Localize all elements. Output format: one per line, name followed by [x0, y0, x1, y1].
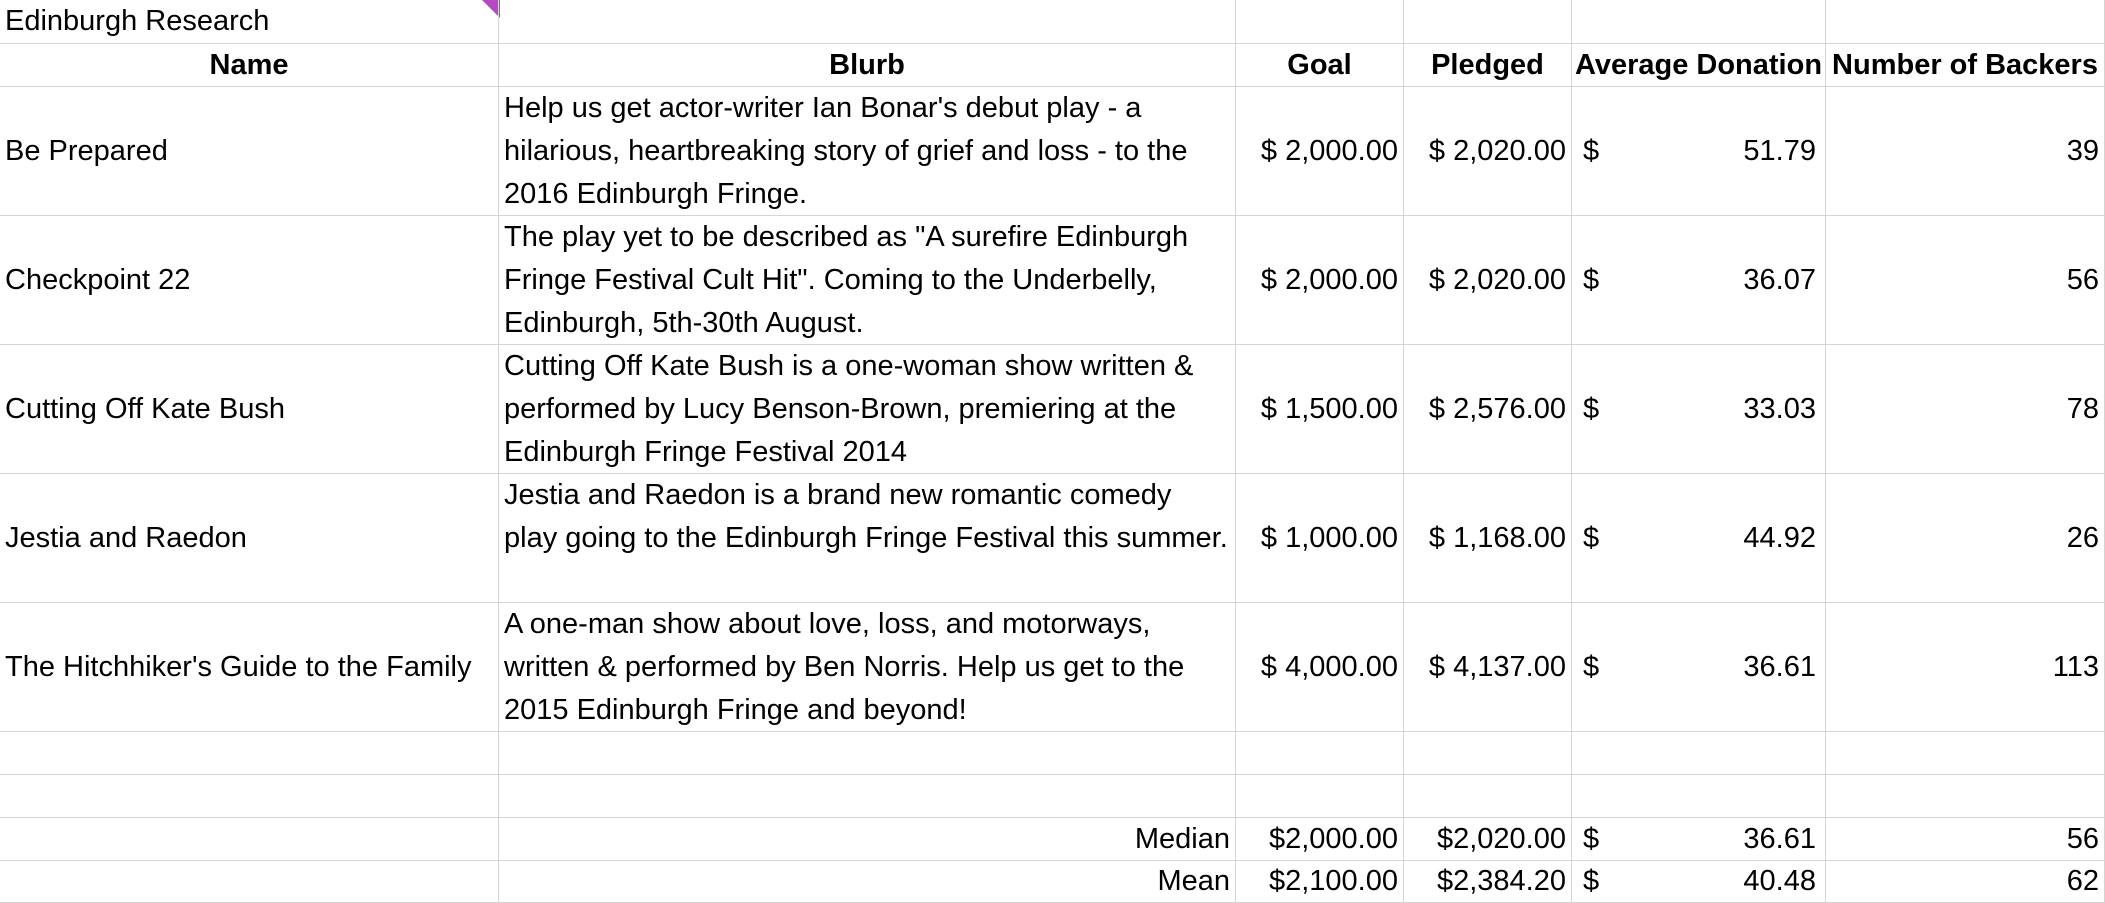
sheet-title: Edinburgh Research [5, 5, 270, 37]
empty-cell[interactable] [0, 818, 499, 861]
empty-cell[interactable] [1236, 0, 1404, 44]
empty-cell[interactable] [499, 732, 1236, 775]
cell-name[interactable]: Cutting Off Kate Bush [0, 345, 499, 474]
empty-cell[interactable] [1826, 775, 2105, 818]
cell-average-donation[interactable]: $ 36.07 [1572, 216, 1826, 345]
cell-backers[interactable]: 56 [1826, 216, 2105, 345]
cell-pledged[interactable]: $ 2,020.00 [1404, 216, 1572, 345]
summary-goal-median[interactable]: $2,000.00 [1236, 818, 1404, 861]
header-goal[interactable]: Goal [1236, 44, 1404, 87]
summary-pledged-median[interactable]: $2,020.00 [1404, 818, 1572, 861]
summary-backers-mean[interactable]: 62 [1826, 861, 2105, 903]
cell-name[interactable]: Checkpoint 22 [0, 216, 499, 345]
cell-backers[interactable]: 39 [1826, 87, 2105, 216]
empty-cell[interactable] [1236, 775, 1404, 818]
cell-average-donation[interactable]: $ 44.92 [1572, 474, 1826, 603]
header-average-donation[interactable]: Average Donation [1572, 44, 1826, 87]
cell-name[interactable]: Be Prepared [0, 87, 499, 216]
empty-cell[interactable] [0, 861, 499, 903]
cell-goal[interactable]: $ 1,500.00 [1236, 345, 1404, 474]
cell-name[interactable]: Jestia and Raedon [0, 474, 499, 603]
empty-cell[interactable] [499, 775, 1236, 818]
cell-pledged[interactable]: $ 2,020.00 [1404, 87, 1572, 216]
cell-average-donation[interactable]: $ 36.61 [1572, 603, 1826, 732]
empty-cell[interactable] [1826, 0, 2105, 44]
cell-goal[interactable]: $ 1,000.00 [1236, 474, 1404, 603]
empty-cell[interactable] [1404, 0, 1572, 44]
cell-average-donation[interactable]: $ 33.03 [1572, 345, 1826, 474]
empty-cell[interactable] [1572, 0, 1826, 44]
header-blurb[interactable]: Blurb [499, 44, 1236, 87]
header-name[interactable]: Name [0, 44, 499, 87]
cell-backers[interactable]: 113 [1826, 603, 2105, 732]
sheet-title-cell[interactable] [0, 0, 498, 44]
cell-goal[interactable]: $ 4,000.00 [1236, 603, 1404, 732]
empty-cell[interactable] [1404, 775, 1572, 818]
header-number-of-backers[interactable]: Number of Backers [1826, 44, 2105, 87]
empty-cell[interactable] [1236, 732, 1404, 775]
cell-average-donation[interactable]: $ 51.79 [1572, 87, 1826, 216]
empty-cell[interactable] [1572, 732, 1826, 775]
summary-label-mean[interactable]: Mean [499, 861, 1236, 903]
cell-blurb[interactable]: Jestia and Raedon is a brand new romantic comedy play going to the Edinburgh Fringe Festival this summer. [499, 474, 1236, 603]
cell-goal[interactable]: $ 2,000.00 [1236, 216, 1404, 345]
summary-average-donation-mean[interactable]: $ 40.48 [1572, 861, 1826, 903]
summary-backers-median[interactable]: 56 [1826, 818, 2105, 861]
cell-blurb[interactable]: Help us get actor-writer Ian Bonar's debut play - a hilarious, heartbreaking story of grief and loss - to the 2016 Edinburgh Fringe. [499, 87, 1236, 216]
cell-blurb[interactable]: A one-man show about love, loss, and motorways, written & performed by Ben Norris. Help us get to the 2015 Edinburgh Fringe and beyond! [499, 603, 1236, 732]
header-pledged[interactable]: Pledged [1404, 44, 1572, 87]
summary-pledged-mean[interactable]: $2,384.20 [1404, 861, 1572, 903]
empty-cell[interactable] [0, 775, 499, 818]
summary-goal-mean[interactable]: $2,100.00 [1236, 861, 1404, 903]
cell-pledged[interactable]: $ 2,576.00 [1404, 345, 1572, 474]
cell-blurb[interactable]: The play yet to be described as "A surefire Edinburgh Fringe Festival Cult Hit". Coming to the Underbelly, Edinburgh, 5th-30th August. [499, 216, 1236, 345]
empty-cell[interactable] [1572, 775, 1826, 818]
empty-cell[interactable] [0, 732, 499, 775]
cell-backers[interactable]: 26 [1826, 474, 2105, 603]
cell-blurb[interactable]: Cutting Off Kate Bush is a one-woman show written & performed by Lucy Benson-Brown, premiering at the Edinburgh Fringe Festival 2014 [499, 345, 1236, 474]
empty-cell[interactable] [1404, 732, 1572, 775]
summary-average-donation-median[interactable]: $ 36.61 [1572, 818, 1826, 861]
cell-goal[interactable]: $ 2,000.00 [1236, 87, 1404, 216]
cell-backers[interactable]: 78 [1826, 345, 2105, 474]
cell-pledged[interactable]: $ 1,168.00 [1404, 474, 1572, 603]
summary-label-median[interactable]: Median [499, 818, 1236, 861]
cell-pledged[interactable]: $ 4,137.00 [1404, 603, 1572, 732]
cell-name[interactable]: The Hitchhiker's Guide to the Family [0, 603, 499, 732]
empty-cell[interactable] [1826, 732, 2105, 775]
empty-cell[interactable] [498, 0, 1236, 44]
